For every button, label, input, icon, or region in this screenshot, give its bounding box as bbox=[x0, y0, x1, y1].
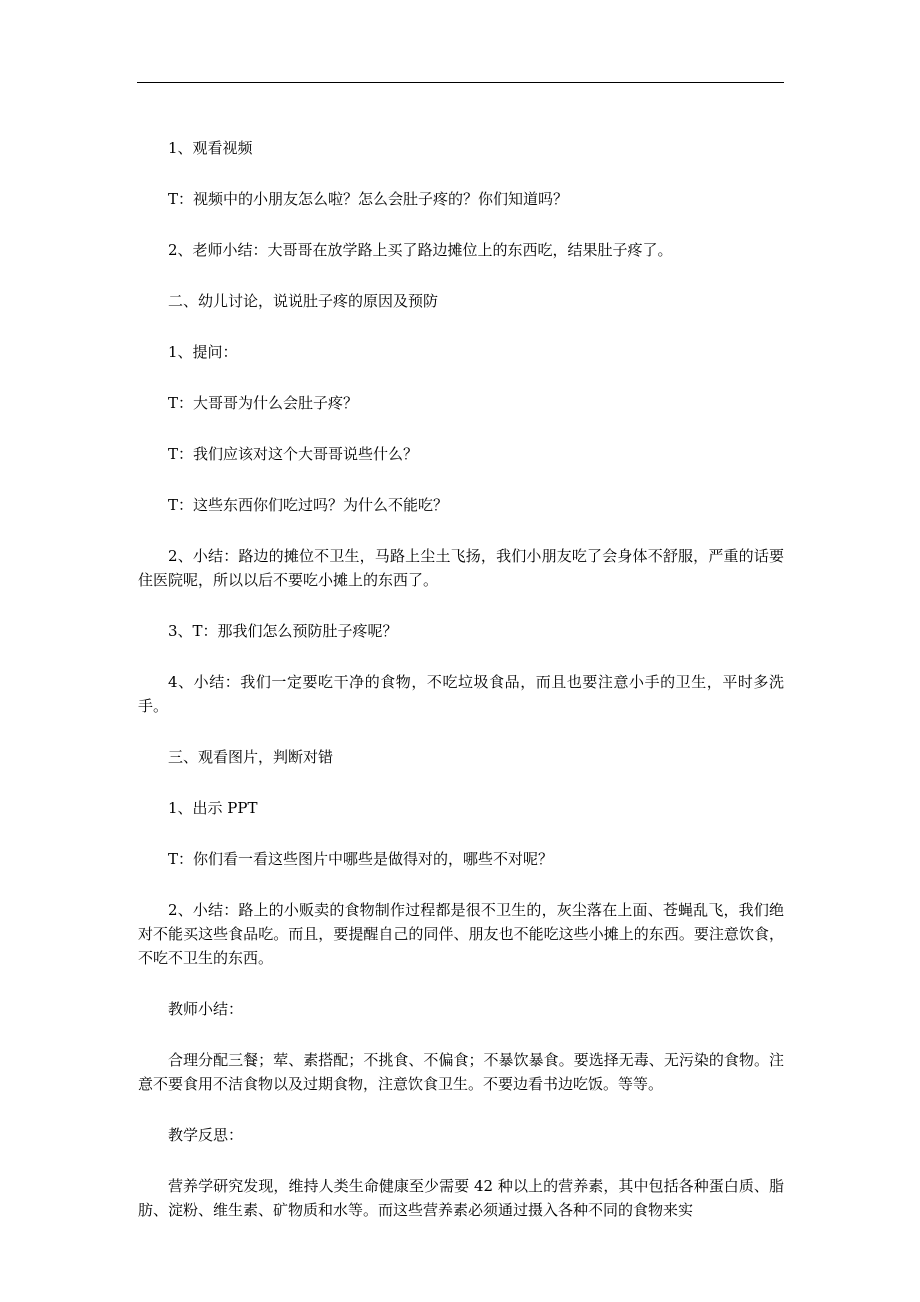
paragraph: T：这些东西你们吃过吗？为什么不能吃？ bbox=[168, 496, 449, 514]
paragraph: 教学反思： bbox=[168, 1126, 244, 1144]
section-heading: 三、观看图片，判断对错 bbox=[168, 748, 334, 766]
document-body bbox=[138, 136, 784, 1249]
paragraph: 合理分配三餐；荤、素搭配；不挑食、不偏食；不暴饮暴食。要选择无毒、无污染的食物。注意不要食用不洁食物以及过期食物，注意饮食卫生。不要边看书边吃饭。等等。 bbox=[138, 1051, 784, 1093]
paragraph: T：你们看一看这些图片中哪些是做得对的，哪些不对呢？ bbox=[168, 850, 554, 868]
paragraph: T：我们应该对这个大哥哥说些什么？ bbox=[168, 445, 419, 463]
paragraph: 1、观看视频 bbox=[168, 139, 253, 157]
paragraph: T：视频中的小朋友怎么啦？怎么会肚子疼的？你们知道吗？ bbox=[168, 190, 569, 208]
paragraph: 教师小结： bbox=[168, 1000, 244, 1018]
paragraph: 3、T：那我们怎么预防肚子疼呢？ bbox=[168, 622, 398, 640]
paragraph: 1、出示 PPT bbox=[168, 799, 258, 817]
paragraph: 1、提问： bbox=[168, 343, 238, 361]
header-rule bbox=[137, 82, 784, 83]
paragraph: T：大哥哥为什么会肚子疼？ bbox=[168, 394, 359, 412]
section-heading: 二、幼儿讨论，说说肚子疼的原因及预防 bbox=[168, 292, 439, 310]
paragraph: 2、小结：路边的摊位不卫生，马路上尘土飞扬，我们小朋友吃了会身体不舒服，严重的话要住医院呢，所以以后不要吃小摊上的东西了。 bbox=[138, 547, 784, 589]
paragraph: 4、小结：我们一定要吃干净的食物，不吃垃圾食品，而且也要注意小手的卫生，平时多洗手。 bbox=[138, 673, 784, 715]
paragraph: 2、老师小结：大哥哥在放学路上买了路边摊位上的东西吃，结果肚子疼了。 bbox=[168, 241, 673, 259]
paragraph: 营养学研究发现，维持人类生命健康至少需要 42 种以上的营养素，其中包括各种蛋白质、脂肪、淀粉、维生素、矿物质和水等。而这些营养素必须通过摄入各种不同的食物来实 bbox=[138, 1177, 784, 1219]
paragraph: 2、小结：路上的小贩卖的食物制作过程都是很不卫生的，灰尘落在上面、苍蝇乱飞，我们绝对不能买这些食品吃。而且，要提醒自己的同伴、朋友也不能吃这些小摊上的东西。要注意饮食，不吃不卫生的东西。 bbox=[138, 901, 784, 967]
